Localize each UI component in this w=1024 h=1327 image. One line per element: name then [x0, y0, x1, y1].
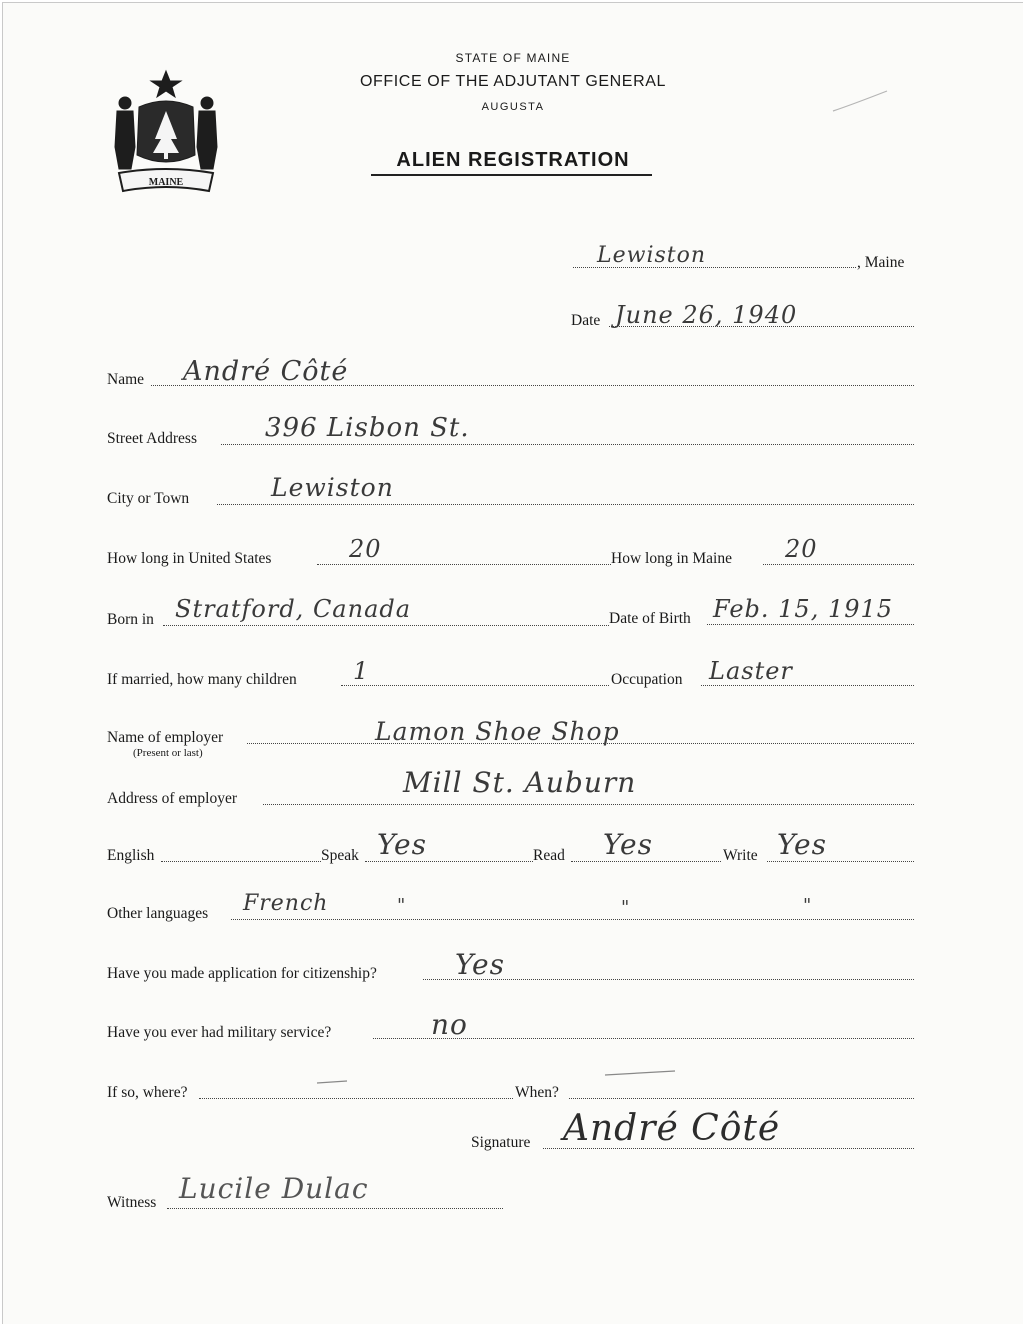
military-field[interactable]: no — [431, 1008, 468, 1041]
date-field[interactable]: June 26, 1940 — [615, 301, 798, 329]
born-label: Born in — [107, 611, 154, 628]
occupation-label: Occupation — [611, 671, 683, 688]
other-languages-field[interactable]: French — [243, 891, 329, 916]
header-office: OFFICE OF THE ADJUTANT GENERAL — [359, 73, 667, 90]
children-label: If married, how many children — [107, 671, 297, 688]
english-label: English — [107, 847, 155, 864]
city-label: City or Town — [107, 490, 190, 507]
born-field[interactable]: Stratford, Canada — [175, 595, 412, 623]
when-label: When? — [515, 1084, 559, 1101]
registration-form-page — [2, 2, 1023, 1324]
other-languages-label: Other languages — [107, 905, 209, 922]
header-city: AUGUSTA — [481, 101, 545, 113]
street-label: Street Address — [107, 430, 197, 447]
dob-label: Date of Birth — [609, 610, 691, 627]
maine-duration-label: How long in Maine — [611, 550, 732, 567]
ditto-mark: " — [397, 895, 407, 916]
citizenship-field[interactable]: Yes — [455, 948, 505, 981]
town-field[interactable]: Lewiston — [597, 243, 707, 268]
pencil-dash-mark — [601, 1067, 681, 1079]
read-label: Read — [533, 847, 565, 864]
write-field[interactable]: Yes — [777, 828, 827, 861]
employer-label: Name of employer — [107, 729, 224, 746]
name-field[interactable]: André Côté — [183, 356, 349, 387]
name-label: Name — [107, 371, 145, 388]
where-label: If so, where? — [107, 1084, 188, 1101]
occupation-field[interactable]: Laster — [709, 657, 793, 685]
employer-address-label: Address of employer — [107, 790, 237, 807]
city-field[interactable]: Lewiston — [271, 473, 394, 502]
ditto-mark: " — [621, 897, 631, 918]
page-title: ALIEN REGISTRATION — [396, 149, 630, 171]
street-field[interactable]: 396 Lisbon St. — [265, 413, 470, 443]
us-duration-label: How long in United States — [107, 550, 272, 567]
witness-label: Witness — [107, 1194, 157, 1211]
us-duration-field[interactable]: 20 — [349, 535, 382, 563]
maine-label: , Maine — [857, 254, 905, 271]
maine-duration-field[interactable]: 20 — [785, 535, 818, 563]
employer-sublabel: (Present or last) — [133, 747, 203, 759]
speak-field[interactable]: Yes — [377, 828, 427, 861]
citizenship-label: Have you made application for citizenship? — [107, 965, 377, 982]
employer-address-field[interactable]: Mill St. Auburn — [403, 766, 637, 799]
title-underline — [371, 174, 652, 176]
read-field[interactable]: Yes — [603, 828, 653, 861]
seal-label: MAINE — [148, 177, 184, 188]
header-state: STATE OF MAINE — [455, 51, 571, 65]
dob-field[interactable]: Feb. 15, 1915 — [713, 595, 894, 623]
military-label: Have you ever had military service? — [107, 1024, 332, 1041]
signature-field[interactable]: André Côté — [563, 1108, 781, 1149]
signature-label: Signature — [471, 1134, 531, 1151]
date-label: Date — [571, 312, 601, 329]
speak-label: Speak — [321, 847, 359, 864]
pencil-dash-mark — [313, 1077, 353, 1087]
children-field[interactable]: 1 — [353, 657, 370, 685]
witness-field[interactable]: Lucile Dulac — [179, 1172, 369, 1205]
write-label: Write — [723, 847, 758, 864]
ditto-mark: " — [803, 895, 813, 916]
pencil-check-mark — [831, 87, 891, 117]
employer-field[interactable]: Lamon Shoe Shop — [375, 717, 620, 746]
